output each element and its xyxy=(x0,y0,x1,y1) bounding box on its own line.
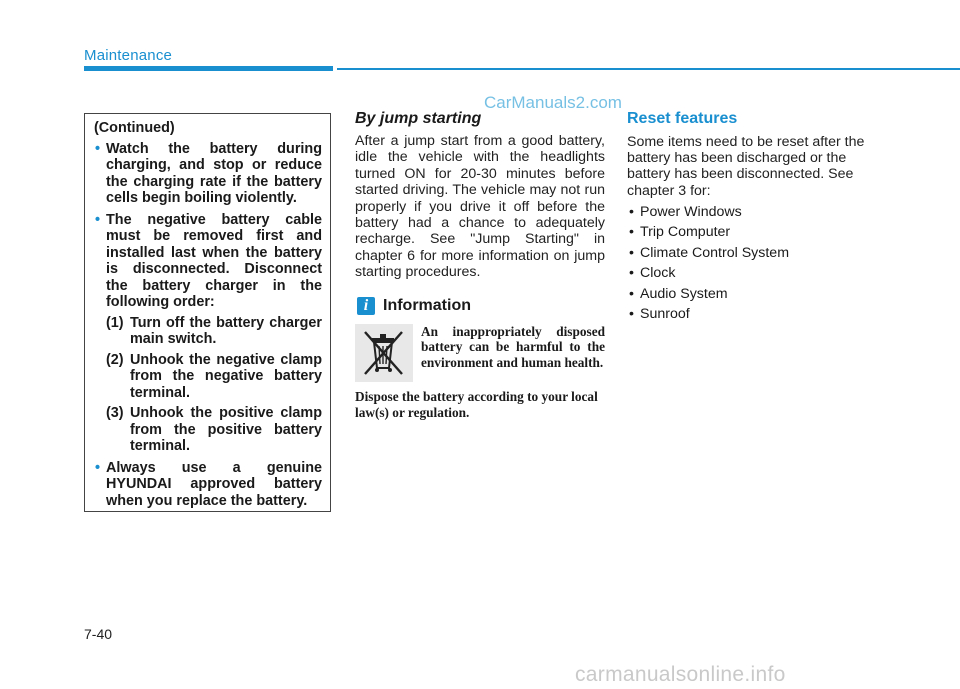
watermark: CarManuals2.com xyxy=(484,93,622,112)
header-rule-thick xyxy=(84,66,333,71)
step-number: (3) xyxy=(106,405,124,421)
caution-box xyxy=(84,113,331,512)
list-item: • Trip Computer xyxy=(627,222,877,243)
caution-bullet-cable-text: The negative battery cable must be removed first and installed last when the battery is disconnected. Disconnect the battery charger in the following order: xyxy=(106,211,322,310)
list-item: • Power Windows xyxy=(627,202,877,223)
reset-heading: Reset features xyxy=(627,110,738,127)
disconnect-step xyxy=(106,352,322,402)
crossed-out-bin-icon xyxy=(355,324,413,382)
caution-bullet-boiling: • Watch the battery during charging, and stop or reduce the charging rate if the battery cells begin boiling violently. xyxy=(93,141,322,207)
step-number: (1) xyxy=(106,314,124,331)
jump-start-column xyxy=(355,110,605,421)
caution-bullet-cable xyxy=(93,212,322,455)
information-warning-text: An inappropriately disposed battery can be harmful to the environment and human health. xyxy=(421,323,605,371)
step-number: (2) xyxy=(106,351,124,368)
step-text: Unhook the positive clamp from the positive battery terminal. xyxy=(130,405,322,454)
information-icon: i xyxy=(357,297,375,315)
header-rule-thin xyxy=(337,68,960,70)
list-item: • Climate Control System xyxy=(627,243,877,264)
list-item: • Clock xyxy=(627,263,877,284)
step-text: Unhook the negative clamp from the negative battery terminal. xyxy=(130,351,322,401)
disconnect-step xyxy=(106,405,322,455)
reset-items-list xyxy=(627,202,877,325)
footer-watermark: carmanualsonline.info xyxy=(575,663,786,686)
section-title: Maintenance xyxy=(84,47,173,64)
step-text: Turn off the battery charger main switch. xyxy=(130,314,322,347)
dispose-instruction: Dispose the battery according to your local law(s) or regulation. xyxy=(355,388,598,420)
list-item: • Audio System xyxy=(627,284,877,305)
disconnect-steps xyxy=(106,315,322,455)
information-label: Information xyxy=(383,296,471,314)
page-number: 7-40 xyxy=(84,626,113,642)
caution-bullet-genuine: • Always use a genuine HYUNDAI approved battery when you replace the battery. xyxy=(93,460,322,510)
information-header xyxy=(355,297,605,317)
reset-column xyxy=(627,110,877,325)
reset-intro: Some items need to be reset after the battery has been discharged or the battery has been disconnected. See chapter 3 for: xyxy=(627,134,865,199)
caution-list xyxy=(93,141,322,510)
disconnect-step xyxy=(106,315,322,348)
list-item: • Sunroof xyxy=(627,304,877,325)
continued-label: (Continued) xyxy=(94,120,175,136)
information-body xyxy=(355,324,605,386)
jump-start-heading: By jump starting xyxy=(355,110,482,127)
jump-start-body: After a jump start from a good battery, idle the vehicle with the headlights turned ON for 20-30 minutes before started driving. The vehicle may not run properly if you drive it off before the battery had a chance to adequately recharge. See "Jump Starting" in chapter 6 for more information on jump starting procedures. xyxy=(355,133,605,281)
